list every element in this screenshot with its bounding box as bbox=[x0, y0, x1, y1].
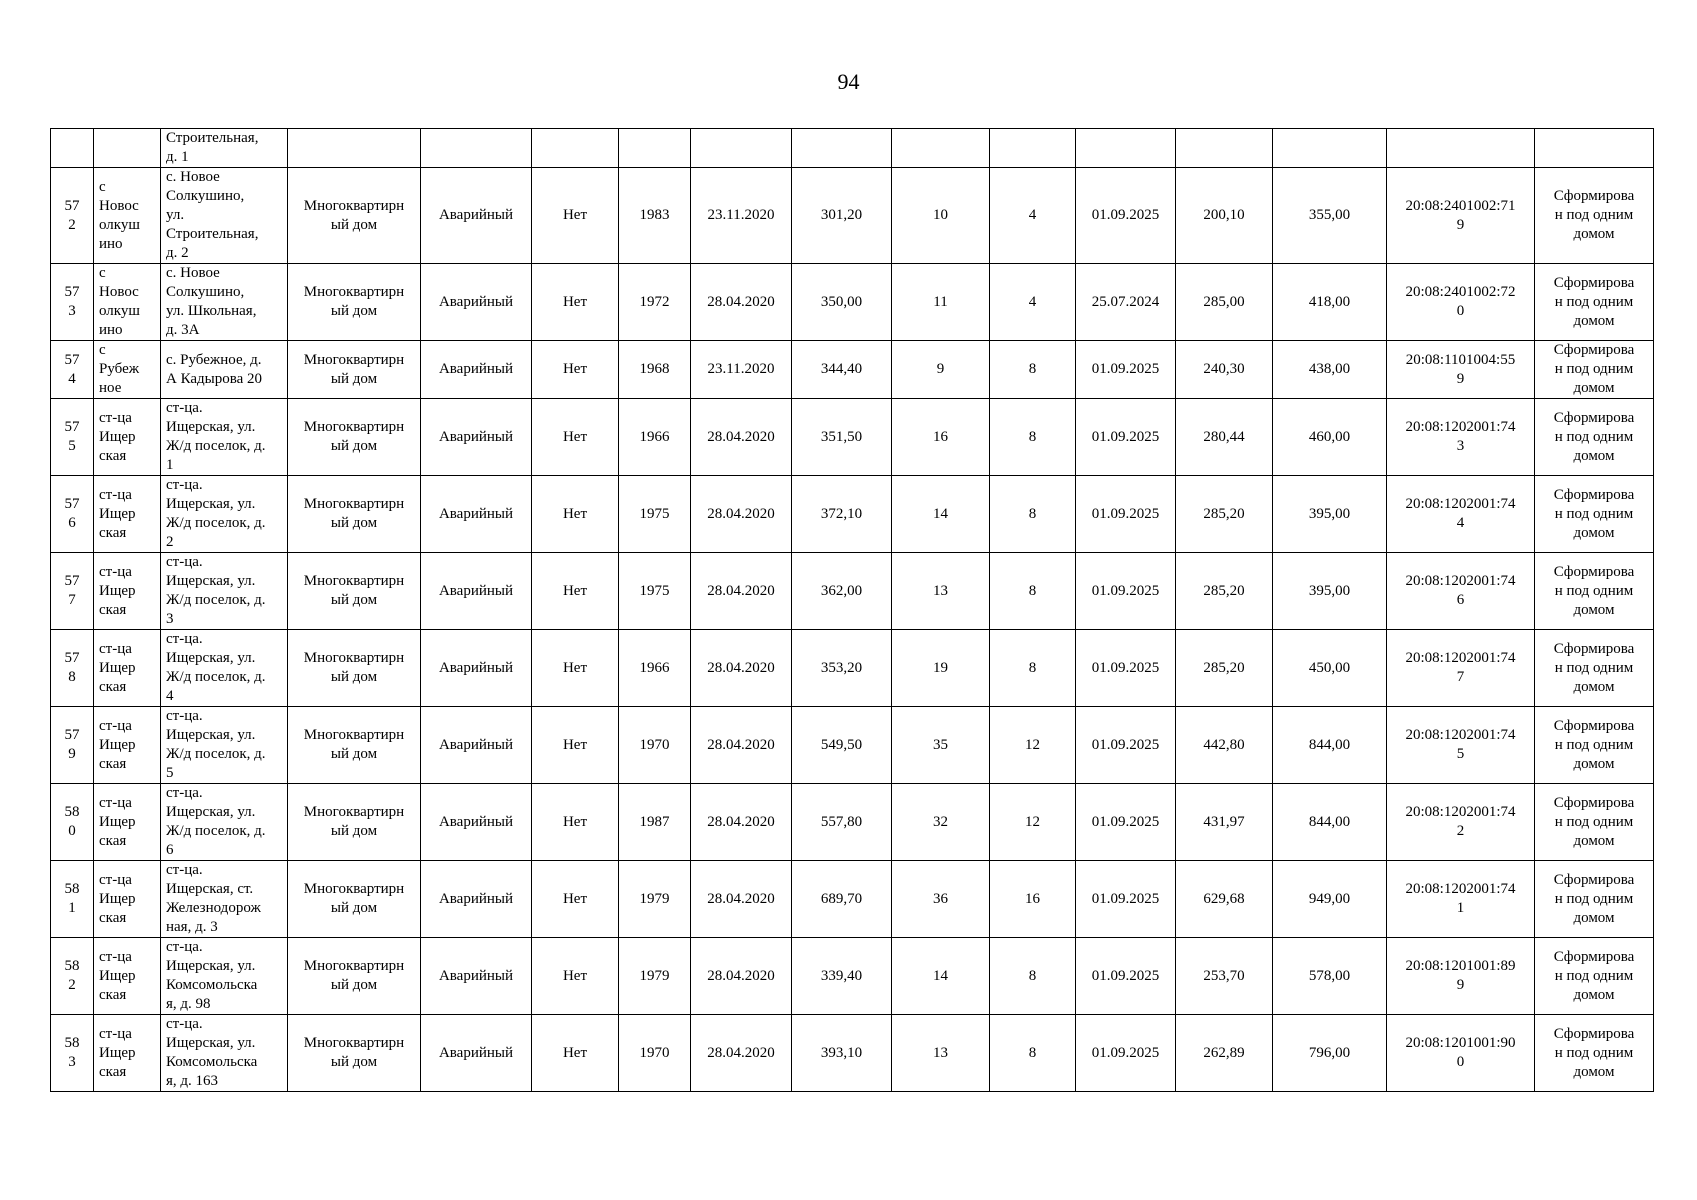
cell-area: 339,40 bbox=[792, 938, 892, 1015]
cell-num: 57 8 bbox=[51, 630, 94, 707]
cell-type: Многоквартирн ый дом bbox=[288, 784, 421, 861]
cell-land-area: 844,00 bbox=[1273, 707, 1387, 784]
cell-type: Многоквартирн ый дом bbox=[288, 707, 421, 784]
cell-num bbox=[51, 129, 94, 168]
cell-residents: 35 bbox=[892, 707, 990, 784]
table-row bbox=[51, 1015, 1654, 1092]
cell-address: ст-ца. Ищерская, ул. Ж/д поселок, д. 2 bbox=[161, 476, 288, 553]
cell-note: Сформирова н под одним домом bbox=[1535, 630, 1654, 707]
cell-date: 28.04.2020 bbox=[691, 784, 792, 861]
cell-area: 350,00 bbox=[792, 264, 892, 341]
cell-land-area: 395,00 bbox=[1273, 476, 1387, 553]
cell-type: Многоквартирн ый дом bbox=[288, 861, 421, 938]
cell-living-area: 442,80 bbox=[1176, 707, 1273, 784]
cell-status: Аварийный bbox=[421, 707, 532, 784]
housing-registry-table bbox=[50, 128, 1654, 1092]
cell-status: Аварийный bbox=[421, 1015, 532, 1092]
cell-num: 57 2 bbox=[51, 168, 94, 264]
cell-cadastral: 20:08:2401002:72 0 bbox=[1387, 264, 1535, 341]
cell-num: 58 2 bbox=[51, 938, 94, 1015]
cell-address: ст-ца. Ищерская, ул. Ж/д поселок, д. 3 bbox=[161, 553, 288, 630]
cell-address: ст-ца. Ищерская, ул. Комсомольска я, д. 163 bbox=[161, 1015, 288, 1092]
cell-num: 58 3 bbox=[51, 1015, 94, 1092]
cell-num: 58 0 bbox=[51, 784, 94, 861]
cell-residents bbox=[892, 129, 990, 168]
cell-settlement: ст-ца Ищер ская bbox=[94, 399, 161, 476]
cell-address: ст-ца. Ищерская, ул. Ж/д поселок, д. 6 bbox=[161, 784, 288, 861]
table-row bbox=[51, 553, 1654, 630]
cell-residents: 19 bbox=[892, 630, 990, 707]
cell-residents: 16 bbox=[892, 399, 990, 476]
cell-note: Сформирова н под одним домом bbox=[1535, 707, 1654, 784]
cell-area: 393,10 bbox=[792, 1015, 892, 1092]
cell-num: 57 3 bbox=[51, 264, 94, 341]
cell-year: 1979 bbox=[619, 861, 691, 938]
cell-cadastral: 20:08:1202001:74 2 bbox=[1387, 784, 1535, 861]
cell-address: ст-ца. Ищерская, ул. Комсомольска я, д. 98 bbox=[161, 938, 288, 1015]
cell-settlement: ст-ца Ищер ская bbox=[94, 553, 161, 630]
cell-address: ст-ца. Ищерская, ул. Ж/д поселок, д. 1 bbox=[161, 399, 288, 476]
cell-note: Сформирова н под одним домом bbox=[1535, 861, 1654, 938]
cell-land-area: 355,00 bbox=[1273, 168, 1387, 264]
cell-num: 57 6 bbox=[51, 476, 94, 553]
table-row bbox=[51, 784, 1654, 861]
cell-premises: 12 bbox=[990, 707, 1076, 784]
cell-status: Аварийный bbox=[421, 168, 532, 264]
cell-planned-date bbox=[1076, 129, 1176, 168]
cell-residents: 10 bbox=[892, 168, 990, 264]
cell-land-area: 460,00 bbox=[1273, 399, 1387, 476]
cell-num: 57 5 bbox=[51, 399, 94, 476]
cell-living-area: 200,10 bbox=[1176, 168, 1273, 264]
cell-cadastral: 20:08:1202001:74 6 bbox=[1387, 553, 1535, 630]
cell-flag: Нет bbox=[532, 784, 619, 861]
cell-flag: Нет bbox=[532, 399, 619, 476]
cell-status: Аварийный bbox=[421, 476, 532, 553]
cell-settlement: ст-ца Ищер ская bbox=[94, 707, 161, 784]
cell-type: Многоквартирн ый дом bbox=[288, 630, 421, 707]
cell-planned-date: 01.09.2025 bbox=[1076, 938, 1176, 1015]
cell-num: 57 9 bbox=[51, 707, 94, 784]
cell-planned-date: 01.09.2025 bbox=[1076, 784, 1176, 861]
cell-date: 23.11.2020 bbox=[691, 341, 792, 399]
cell-land-area: 438,00 bbox=[1273, 341, 1387, 399]
cell-date: 28.04.2020 bbox=[691, 861, 792, 938]
cell-status: Аварийный bbox=[421, 938, 532, 1015]
cell-address: с. Рубежное, д. А Кадырова 20 bbox=[161, 341, 288, 399]
cell-flag: Нет bbox=[532, 476, 619, 553]
cell-date: 28.04.2020 bbox=[691, 938, 792, 1015]
cell-living-area: 280,44 bbox=[1176, 399, 1273, 476]
table-row bbox=[51, 630, 1654, 707]
cell-settlement: ст-ца Ищер ская bbox=[94, 861, 161, 938]
cell-area: 689,70 bbox=[792, 861, 892, 938]
cell-year bbox=[619, 129, 691, 168]
cell-note: Сформирова н под одним домом bbox=[1535, 938, 1654, 1015]
cell-living-area: 253,70 bbox=[1176, 938, 1273, 1015]
table-row-continuation bbox=[51, 129, 1654, 168]
page-number: 94 bbox=[837, 69, 860, 94]
cell-residents: 9 bbox=[892, 341, 990, 399]
cell-note: Сформирова н под одним домом bbox=[1535, 1015, 1654, 1092]
cell-settlement: ст-ца Ищер ская bbox=[94, 938, 161, 1015]
table-row bbox=[51, 264, 1654, 341]
cell-living-area: 431,97 bbox=[1176, 784, 1273, 861]
cell-living-area: 285,20 bbox=[1176, 630, 1273, 707]
cell-status: Аварийный bbox=[421, 341, 532, 399]
cell-num: 58 1 bbox=[51, 861, 94, 938]
cell-flag: Нет bbox=[532, 341, 619, 399]
cell-note: Сформирова н под одним домом bbox=[1535, 168, 1654, 264]
cell-cadastral: 20:08:1201001:89 9 bbox=[1387, 938, 1535, 1015]
cell-flag: Нет bbox=[532, 938, 619, 1015]
cell-residents: 11 bbox=[892, 264, 990, 341]
cell-settlement: ст-ца Ищер ская bbox=[94, 784, 161, 861]
cell-cadastral: 20:08:2401002:71 9 bbox=[1387, 168, 1535, 264]
cell-type: Многоквартирн ый дом bbox=[288, 264, 421, 341]
cell-type bbox=[288, 129, 421, 168]
cell-area: 362,00 bbox=[792, 553, 892, 630]
cell-status: Аварийный bbox=[421, 784, 532, 861]
cell-land-area: 395,00 bbox=[1273, 553, 1387, 630]
cell-area: 353,20 bbox=[792, 630, 892, 707]
cell-type: Многоквартирн ый дом bbox=[288, 168, 421, 264]
cell-flag bbox=[532, 129, 619, 168]
cell-type: Многоквартирн ый дом bbox=[288, 399, 421, 476]
cell-note: Сформирова н под одним домом bbox=[1535, 476, 1654, 553]
cell-cadastral bbox=[1387, 129, 1535, 168]
cell-premises: 8 bbox=[990, 1015, 1076, 1092]
cell-cadastral: 20:08:1201001:90 0 bbox=[1387, 1015, 1535, 1092]
cell-date: 28.04.2020 bbox=[691, 476, 792, 553]
cell-premises: 8 bbox=[990, 341, 1076, 399]
table-row bbox=[51, 168, 1654, 264]
cell-settlement: ст-ца Ищер ская bbox=[94, 630, 161, 707]
cell-flag: Нет bbox=[532, 861, 619, 938]
cell-premises: 8 bbox=[990, 630, 1076, 707]
cell-area: 351,50 bbox=[792, 399, 892, 476]
cell-year: 1970 bbox=[619, 707, 691, 784]
cell-year: 1966 bbox=[619, 399, 691, 476]
cell-area: 557,80 bbox=[792, 784, 892, 861]
cell-status: Аварийный bbox=[421, 553, 532, 630]
cell-flag: Нет bbox=[532, 168, 619, 264]
cell-living-area: 240,30 bbox=[1176, 341, 1273, 399]
cell-note: Сформирова н под одним домом bbox=[1535, 264, 1654, 341]
cell-planned-date: 01.09.2025 bbox=[1076, 399, 1176, 476]
cell-cadastral: 20:08:1202001:74 4 bbox=[1387, 476, 1535, 553]
table-row bbox=[51, 341, 1654, 399]
cell-flag: Нет bbox=[532, 630, 619, 707]
cell-premises bbox=[990, 129, 1076, 168]
cell-residents: 32 bbox=[892, 784, 990, 861]
cell-cadastral: 20:08:1202001:74 5 bbox=[1387, 707, 1535, 784]
cell-status: Аварийный bbox=[421, 861, 532, 938]
table-row bbox=[51, 861, 1654, 938]
cell-premises: 8 bbox=[990, 553, 1076, 630]
cell-note bbox=[1535, 129, 1654, 168]
cell-year: 1975 bbox=[619, 553, 691, 630]
table-row bbox=[51, 938, 1654, 1015]
cell-land-area bbox=[1273, 129, 1387, 168]
cell-note: Сформирова н под одним домом bbox=[1535, 784, 1654, 861]
cell-note: Сформирова н под одним домом bbox=[1535, 341, 1654, 399]
cell-area: 372,10 bbox=[792, 476, 892, 553]
cell-premises: 16 bbox=[990, 861, 1076, 938]
cell-cadastral: 20:08:1202001:74 7 bbox=[1387, 630, 1535, 707]
cell-settlement: ст-ца Ищер ская bbox=[94, 476, 161, 553]
cell-land-area: 578,00 bbox=[1273, 938, 1387, 1015]
cell-planned-date: 01.09.2025 bbox=[1076, 168, 1176, 264]
cell-residents: 36 bbox=[892, 861, 990, 938]
cell-settlement: с Рубеж ное bbox=[94, 341, 161, 399]
cell-living-area bbox=[1176, 129, 1273, 168]
cell-flag: Нет bbox=[532, 1015, 619, 1092]
cell-living-area: 285,00 bbox=[1176, 264, 1273, 341]
cell-address: ст-ца. Ищерская, ул. Ж/д поселок, д. 4 bbox=[161, 630, 288, 707]
cell-land-area: 844,00 bbox=[1273, 784, 1387, 861]
cell-type: Многоквартирн ый дом bbox=[288, 476, 421, 553]
cell-status: Аварийный bbox=[421, 630, 532, 707]
cell-living-area: 262,89 bbox=[1176, 1015, 1273, 1092]
cell-residents: 14 bbox=[892, 938, 990, 1015]
cell-premises: 4 bbox=[990, 168, 1076, 264]
cell-planned-date: 01.09.2025 bbox=[1076, 707, 1176, 784]
cell-year: 1966 bbox=[619, 630, 691, 707]
cell-premises: 4 bbox=[990, 264, 1076, 341]
table-body bbox=[51, 129, 1654, 1092]
cell-flag: Нет bbox=[532, 264, 619, 341]
cell-year: 1979 bbox=[619, 938, 691, 1015]
cell-year: 1987 bbox=[619, 784, 691, 861]
cell-date: 28.04.2020 bbox=[691, 630, 792, 707]
table-row bbox=[51, 476, 1654, 553]
cell-address: Строительная, д. 1 bbox=[161, 129, 288, 168]
cell-area bbox=[792, 129, 892, 168]
cell-residents: 13 bbox=[892, 553, 990, 630]
cell-residents: 14 bbox=[892, 476, 990, 553]
cell-date: 23.11.2020 bbox=[691, 168, 792, 264]
cell-type: Многоквартирн ый дом bbox=[288, 1015, 421, 1092]
cell-land-area: 418,00 bbox=[1273, 264, 1387, 341]
cell-status: Аварийный bbox=[421, 264, 532, 341]
cell-land-area: 949,00 bbox=[1273, 861, 1387, 938]
cell-type: Многоквартирн ый дом bbox=[288, 341, 421, 399]
cell-cadastral: 20:08:1101004:55 9 bbox=[1387, 341, 1535, 399]
cell-date: 28.04.2020 bbox=[691, 264, 792, 341]
cell-premises: 12 bbox=[990, 784, 1076, 861]
cell-date: 28.04.2020 bbox=[691, 707, 792, 784]
cell-planned-date: 01.09.2025 bbox=[1076, 630, 1176, 707]
cell-premises: 8 bbox=[990, 938, 1076, 1015]
cell-date: 28.04.2020 bbox=[691, 399, 792, 476]
cell-premises: 8 bbox=[990, 476, 1076, 553]
cell-status: Аварийный bbox=[421, 399, 532, 476]
cell-type: Многоквартирн ый дом bbox=[288, 938, 421, 1015]
table-row bbox=[51, 399, 1654, 476]
cell-flag: Нет bbox=[532, 707, 619, 784]
cell-year: 1975 bbox=[619, 476, 691, 553]
cell-year: 1968 bbox=[619, 341, 691, 399]
cell-status bbox=[421, 129, 532, 168]
cell-planned-date: 01.09.2025 bbox=[1076, 861, 1176, 938]
cell-year: 1970 bbox=[619, 1015, 691, 1092]
cell-note: Сформирова н под одним домом bbox=[1535, 399, 1654, 476]
cell-residents: 13 bbox=[892, 1015, 990, 1092]
cell-planned-date: 01.09.2025 bbox=[1076, 476, 1176, 553]
cell-living-area: 285,20 bbox=[1176, 476, 1273, 553]
cell-area: 549,50 bbox=[792, 707, 892, 784]
cell-planned-date: 01.09.2025 bbox=[1076, 553, 1176, 630]
cell-cadastral: 20:08:1202001:74 1 bbox=[1387, 861, 1535, 938]
cell-flag: Нет bbox=[532, 553, 619, 630]
cell-settlement: с Новос олкуш ино bbox=[94, 168, 161, 264]
cell-address: с. Новое Солкушино, ул. Школьная, д. 3А bbox=[161, 264, 288, 341]
table-row bbox=[51, 707, 1654, 784]
cell-date bbox=[691, 129, 792, 168]
cell-area: 344,40 bbox=[792, 341, 892, 399]
cell-address: с. Новое Солкушино, ул. Строительная, д. 2 bbox=[161, 168, 288, 264]
cell-land-area: 796,00 bbox=[1273, 1015, 1387, 1092]
cell-note: Сформирова н под одним домом bbox=[1535, 553, 1654, 630]
cell-planned-date: 25.07.2024 bbox=[1076, 264, 1176, 341]
cell-premises: 8 bbox=[990, 399, 1076, 476]
cell-date: 28.04.2020 bbox=[691, 553, 792, 630]
cell-year: 1983 bbox=[619, 168, 691, 264]
cell-address: ст-ца. Ищерская, ул. Ж/д поселок, д. 5 bbox=[161, 707, 288, 784]
cell-living-area: 285,20 bbox=[1176, 553, 1273, 630]
cell-num: 57 4 bbox=[51, 341, 94, 399]
cell-land-area: 450,00 bbox=[1273, 630, 1387, 707]
cell-settlement: ст-ца Ищер ская bbox=[94, 1015, 161, 1092]
cell-settlement: с Новос олкуш ино bbox=[94, 264, 161, 341]
cell-year: 1972 bbox=[619, 264, 691, 341]
cell-planned-date: 01.09.2025 bbox=[1076, 341, 1176, 399]
cell-planned-date: 01.09.2025 bbox=[1076, 1015, 1176, 1092]
cell-cadastral: 20:08:1202001:74 3 bbox=[1387, 399, 1535, 476]
cell-address: ст-ца. Ищерская, ст. Железнодорож ная, д. 3 bbox=[161, 861, 288, 938]
cell-settlement bbox=[94, 129, 161, 168]
cell-date: 28.04.2020 bbox=[691, 1015, 792, 1092]
cell-num: 57 7 bbox=[51, 553, 94, 630]
cell-living-area: 629,68 bbox=[1176, 861, 1273, 938]
cell-type: Многоквартирн ый дом bbox=[288, 553, 421, 630]
cell-area: 301,20 bbox=[792, 168, 892, 264]
